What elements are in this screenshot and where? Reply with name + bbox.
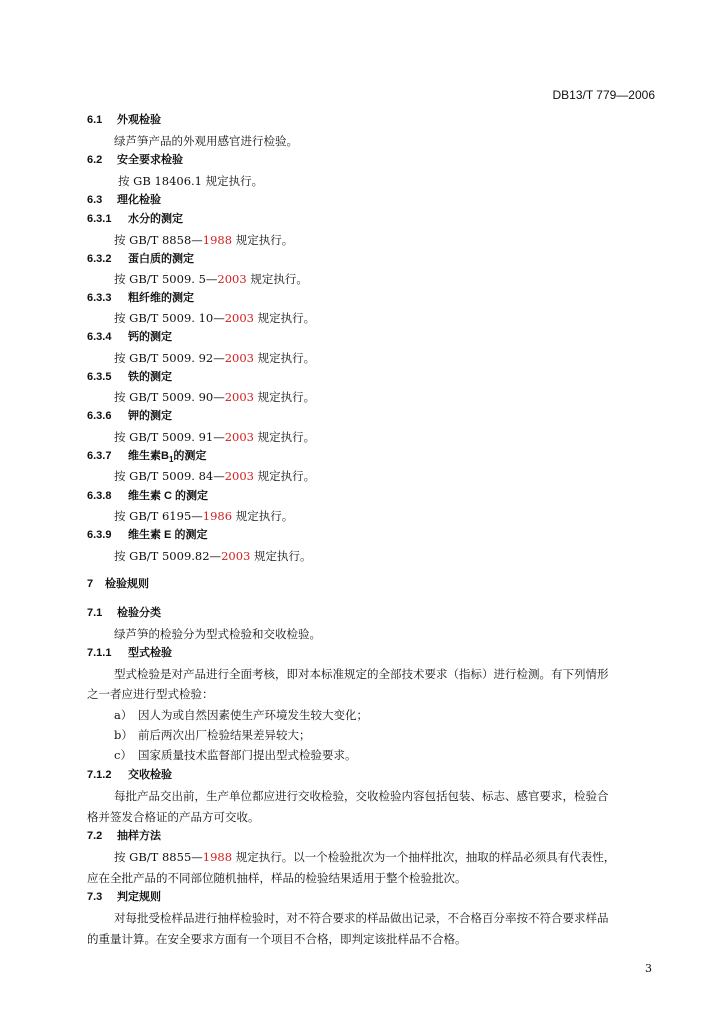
heading-7-1: 7.1 检验分类 bbox=[87, 607, 161, 619]
text-6-3-8: 按 GB/T 6195—1986 规定执行。 bbox=[114, 509, 294, 523]
heading-7-2: 7.2 抽样方法 bbox=[87, 830, 161, 842]
text-7-2-line1: 按 GB/T 8855—1988 规定执行。以一个检验批次为一个抽样批次，抽取的样品必须具有代表性， bbox=[114, 850, 616, 864]
heading-6-3: 6.3 理化检验 bbox=[87, 194, 161, 206]
heading-7-3: 7.3 判定规则 bbox=[87, 891, 161, 903]
heading-6-3-5: 6.3.5 铁的测定 bbox=[87, 371, 172, 383]
heading-6-3-1: 6.3.1 水分的测定 bbox=[87, 213, 183, 225]
text-6-3-6: 按 GB/T 5009. 91—2003 规定执行。 bbox=[114, 430, 316, 444]
text-7-1-1-line2: 之一者应进行型式检验： bbox=[87, 687, 214, 701]
text-7-1: 绿芦笋的检验分为型式检验和交收检验。 bbox=[114, 627, 321, 641]
heading-7-1-2: 7.1.2 交收检验 bbox=[87, 769, 172, 781]
text-7-2-line2: 应在全批产品的不同部位随机抽样，样品的检验结果适用于整个检验批次。 bbox=[87, 871, 467, 885]
standard-id: DB13/T 779—2006 bbox=[552, 88, 655, 102]
heading-6-2: 6.2 安全要求检验 bbox=[87, 154, 183, 166]
text-6-3-4: 按 GB/T 5009. 92—2003 规定执行。 bbox=[114, 351, 316, 365]
heading-6-3-2: 6.3.2 蛋白质的测定 bbox=[87, 253, 194, 265]
text-6-3-2: 按 GB/T 5009. 5—2003 规定执行。 bbox=[114, 272, 308, 286]
heading-6-1: 6.1 外观检验 bbox=[87, 114, 161, 126]
heading-7-1-1: 7.1.1 型式检验 bbox=[87, 647, 172, 659]
text-7-1-2-line1: 每批产品交出前，生产单位都应进行交收检验，交收检验内容包括包装、标志、感官要求，检验合 bbox=[114, 789, 609, 803]
heading-6-3-9: 6.3.9 维生素 E 的测定 bbox=[87, 529, 208, 541]
text-6-3-1: 按 GB/T 8858—1988 规定执行。 bbox=[114, 233, 294, 247]
heading-6-3-3: 6.3.3 粗纤维的测定 bbox=[87, 292, 194, 304]
text-7-1-1-line1: 型式检验是对产品进行全面考核，即对本标准规定的全部技术要求（指标）进行检测。有下列情形 bbox=[114, 667, 609, 681]
text-7-3-line2: 的重量计算。在安全要求方面有一个项目不合格，即判定该批样品不合格。 bbox=[87, 932, 467, 946]
text-6-1: 绿芦笋产品的外观用感官进行检验。 bbox=[114, 134, 298, 148]
heading-6-3-7: 6.3.7 维生素$B_1$的测定 bbox=[87, 450, 207, 465]
text-7-3-line1: 对每批受检样品进行抽样检验时，对不符合要求的样品做出记录，不合格百分率按不符合要求样品 bbox=[114, 911, 609, 925]
text-6-3-5: 按 GB/T 5009. 90—2003 规定执行。 bbox=[114, 390, 316, 404]
text-6-3-9: 按 GB/T 5009.82—2003 规定执行。 bbox=[114, 549, 312, 563]
text-6-2: 按 GB 18406.1 规定执行。 bbox=[118, 174, 264, 188]
heading-7: 7 检验规则 bbox=[87, 578, 149, 590]
heading-6-3-6: 6.3.6 钾的测定 bbox=[87, 410, 172, 422]
list-item-a: a） 因人为或自然因素使生产环境发生较大变化； bbox=[114, 708, 368, 722]
page-number: 3 bbox=[645, 962, 652, 975]
heading-6-3-4: 6.3.4 钙的测定 bbox=[87, 331, 172, 343]
list-item-b: b） 前后两次出厂检验结果差异较大； bbox=[114, 728, 311, 742]
text-6-3-3: 按 GB/T 5009. 10—2003 规定执行。 bbox=[114, 311, 316, 325]
heading-6-3-8: 6.3.8 维生素 C 的测定 bbox=[87, 490, 209, 502]
list-item-c: c） 国家质量技术监督部门提出型式检验要求。 bbox=[114, 748, 357, 762]
text-6-3-7: 按 GB/T 5009. 84—2003 规定执行。 bbox=[114, 469, 316, 483]
text-7-1-2-line2: 格并签发合格证的产品方可交收。 bbox=[87, 810, 260, 824]
